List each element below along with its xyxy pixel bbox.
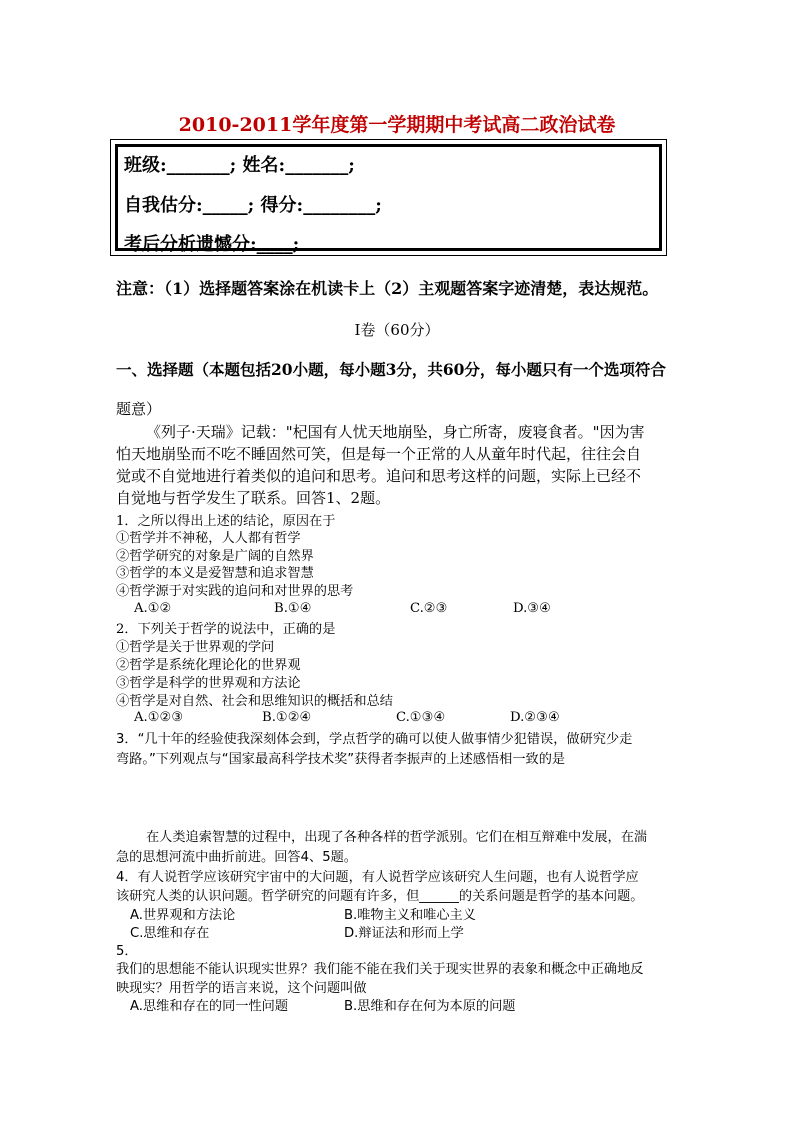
question-4-line2: 该研究人类的认识问题。哲学研究的问题有许多，但______的关系问题是哲学的基本问题。 [116,889,644,904]
passage1-line: 觉或不自觉地进行着类似的追问和思考。追问和思考这样的问题，实际上已经不 [116,467,642,485]
question-1-option-c: C.②③ [410,601,448,616]
passage1-line: 《列子·天瑞》记载："杞国有人忧天地崩坠，身亡所寄，废寝食者。"因为害 [146,423,645,441]
question-2-item: ④哲学是对自然、社会和思维知识的概括和总结 [116,694,393,709]
question-4-option-d: D.辩证法和形而上学 [344,926,464,941]
notice: 注意：（1）选择题答案涂在机读卡上（2）主观题答案字迹清楚，表达规范。 [116,279,659,298]
question-5-line2: 映现实？用哲学的语言来说，这个问题叫做 [116,981,367,996]
question-2-item: ②哲学是系统化理论化的世界观 [116,658,301,673]
regret-score-field: 考后分析遗憾分:____; [124,234,300,255]
question-2-option-c: C.①③④ [396,710,446,725]
question-2-item: ①哲学是关于世界观的学问 [116,640,275,655]
question-5-line1: 我们的思想能不能认识现实世界？我们能不能在我们关于现实世界的表象和概念中正确地反 [116,962,644,977]
question-3-line1: 3．“几十年的经验使我深刻体会到，学点哲学的确可以使人做事情少犯错误，做研究少走 [116,732,633,747]
question-5-option-b: B.思维和存在何为本原的问题 [344,999,516,1014]
question-2-option-b: B.①②④ [262,710,312,725]
passage1-line: 怕天地崩坠而不吃不睡固然可笑，但是每一个正常的人从童年时代起，往往会自 [116,445,642,463]
question-4-option-c: C.思维和存在 [130,926,210,941]
passage2-line: 在人类追索智慧的过程中，出现了各种各样的哲学派别。它们在相互辩难中发展，在湍 [146,830,648,845]
score-field: 自我估分:_____; 得分:________; [124,195,382,216]
part-heading-line1: 一、选择题（本题包括20小题，每小题3分，共60分，每小题只有一个选项符合 [116,360,666,379]
part-heading-line2: 题意） [116,400,162,418]
question-1-item: ①哲学并不神秘，人人都有哲学 [116,531,301,546]
passage2-line: 急的思想河流中曲折前进。回答4、5题。 [116,850,357,865]
student-info-box [110,139,667,256]
question-1-item: ④哲学源于对实践的追问和对世界的思考 [116,584,354,599]
question-3-line2: 弯路。”下列观点与“国家最高科学技术奖”获得者李振声的上述感悟相一致的是 [116,752,566,767]
question-1-item: ②哲学研究的对象是广阔的自然界 [116,549,314,564]
passage1-line: 自觉地与哲学发生了联系。回答1、2题。 [116,489,391,507]
question-4-option-a: A.世界观和方法论 [130,908,236,923]
question-2-stem: 2．下列关于哲学的说法中，正确的是 [116,622,336,637]
section-title: I卷（60分） [354,321,440,339]
question-5-option-a: A.思维和存在的同一性问题 [130,999,289,1014]
question-1-option-a: A.①② [134,601,172,616]
question-1-item: ③哲学的本义是爱智慧和追求智慧 [116,566,314,581]
question-1-stem: 1．之所以得出上述的结论，原因在于 [116,514,336,529]
page-title: 2010-2011学年度第一学期期中考试高二政治试卷 [178,114,616,136]
question-4-line1: 4．有人说哲学应该研究宇宙中的大问题，有人说哲学应该研究人生问题，也有人说哲学应 [116,870,639,885]
question-1-option-d: D.③④ [513,601,551,616]
question-2-option-a: A.①②③ [134,710,184,725]
question-1-option-b: B.①④ [274,601,312,616]
question-4-option-b: B.唯物主义和唯心主义 [344,908,476,923]
question-5-number: 5． [116,944,138,959]
class-name-field: 班级:_______; 姓名:_______; [124,155,355,176]
question-2-option-d: D.②③④ [510,710,560,725]
question-2-item: ③哲学是科学的世界观和方法论 [116,676,301,691]
